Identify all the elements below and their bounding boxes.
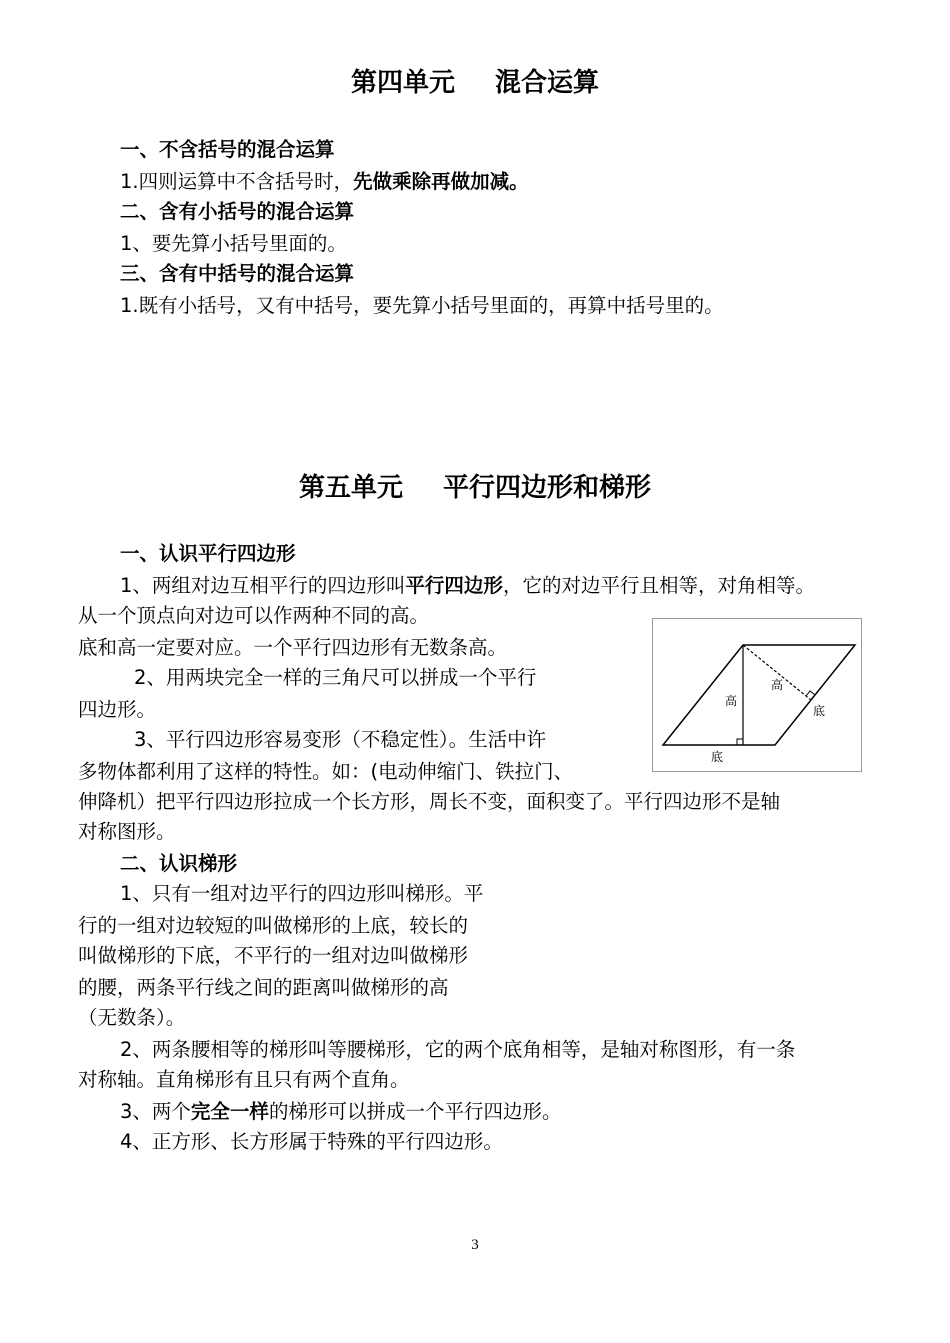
label-height-right: 高 xyxy=(771,678,784,692)
unit5-title xyxy=(0,467,950,504)
label-height-left: 高 xyxy=(725,694,738,708)
label-base-right: 底 xyxy=(813,704,826,718)
parallelogram-heights-figure xyxy=(652,618,862,772)
parallelogram-point3-line2: 多物体都利用了这样的特性。如：(电动伸缩门、铁拉门、 xyxy=(78,760,574,783)
parallelogram-point3-line4: 对称图形。 xyxy=(78,820,176,843)
page-number: 3 xyxy=(471,1237,479,1253)
parallelogram-base-height-line: 底和高一定要对应。一个平行四边形有无数条高。 xyxy=(78,636,508,659)
parallelogram-definition-c: ，它的对边平行且相等，对角相等。 xyxy=(502,574,815,597)
trapezoid-point3-emphasis: 完全一样 xyxy=(190,1100,269,1123)
parallelogram-point3-line3: 伸降机）把平行四边形拉成一个长方形，周长不变，面积变了。平行四边形不是轴 xyxy=(78,790,781,813)
parallelogram-point2-line1: 2、用两块完全一样的三角尺可以拼成一个平行 xyxy=(134,666,537,689)
unit5-section2-heading: 二、认识梯形 xyxy=(120,852,238,875)
trapezoid-point1-line3: 叫做梯形的下底，不平行的一组对边叫做梯形 xyxy=(78,944,469,967)
parallelogram-heights-line: 从一个顶点向对边可以作两种不同的高。 xyxy=(78,604,430,627)
label-base-bottom: 底 xyxy=(711,750,724,764)
parallelogram-term: 平行四边形 xyxy=(405,574,503,597)
trapezoid-point1-line4: 的腰，两条平行线之间的距离叫做梯形的高 xyxy=(78,976,449,999)
trapezoid-point3-a: 3、两个 xyxy=(120,1100,191,1123)
parallelogram-point3-line1: 3、平行四边形容易变形（不稳定性）。生活中许 xyxy=(134,728,547,751)
parallelogram-point2-line2: 四边形。 xyxy=(78,698,157,721)
unit4-section1-point1-text: 1.四则运算中不含括号时， xyxy=(120,170,354,193)
trapezoid-point1-line2: 行的一组对边较短的叫做梯形的上底，较长的 xyxy=(78,914,469,937)
parallelogram-definition xyxy=(120,572,815,600)
parallelogram-diagram xyxy=(653,619,861,771)
trapezoid-point2-line1: 2、两条腰相等的梯形叫等腰梯形，它的两个底角相等，是轴对称图形，有一条 xyxy=(120,1038,796,1061)
trapezoid-point3 xyxy=(120,1098,561,1126)
unit5-title-topic: 平行四边形和梯形 xyxy=(443,473,652,503)
right-angle-mark-bottom xyxy=(737,739,743,745)
unit4-title xyxy=(0,62,950,99)
trapezoid-point1-line1: 1、只有一组对边平行的四边形叫梯形。平 xyxy=(120,882,484,905)
trapezoid-point4: 4、正方形、长方形属于特殊的平行四边形。 xyxy=(120,1130,503,1153)
right-angle-mark-side xyxy=(806,691,815,696)
unit4-title-topic: 混合运算 xyxy=(495,68,600,98)
unit4-section2-heading: 二、含有小括号的混合运算 xyxy=(120,200,355,223)
trapezoid-point3-c: 的梯形可以拼成一个平行四边形。 xyxy=(268,1100,562,1123)
unit4-section2-point1: 1、要先算小括号里面的。 xyxy=(120,232,347,255)
unit4-section1-point1 xyxy=(120,168,529,196)
trapezoid-point2-line2: 对称轴。直角梯形有且只有两个直角。 xyxy=(78,1068,410,1091)
unit5-title-number: 第五单元 xyxy=(298,473,403,503)
trapezoid-point1-line5: （无数条）。 xyxy=(78,1006,186,1029)
unit5-section1-heading: 一、认识平行四边形 xyxy=(120,542,296,565)
parallelogram-shape xyxy=(663,645,855,745)
unit4-section3-point1: 1.既有小括号，又有中括号，要先算小括号里面的，再算中括号里的。 xyxy=(120,294,724,317)
unit4-title-number: 第四单元 xyxy=(350,68,455,98)
unit4-section3-heading: 三、含有中括号的混合运算 xyxy=(120,262,355,285)
unit4-section1-point1-emphasis: 先做乘除再做加减。 xyxy=(353,170,529,193)
parallelogram-definition-a: 1、两组对边互相平行的四边形叫 xyxy=(120,574,406,597)
unit4-section1-heading: 一、不含括号的混合运算 xyxy=(120,138,335,161)
